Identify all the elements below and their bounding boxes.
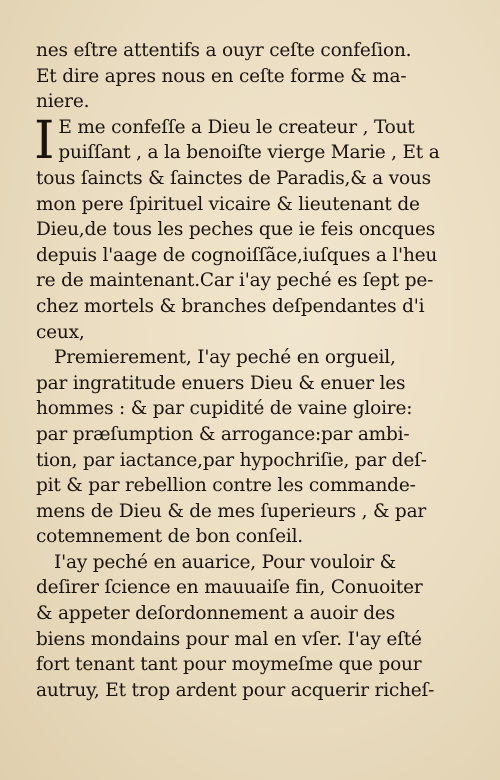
text-line: niere. (36, 91, 90, 113)
text-line: cotemnement de bon conſeil. (36, 526, 303, 548)
text-line: Dieu,de tous les peches que ie feis oncques (36, 219, 436, 241)
text-line: nes eſtre attentifs a ouyr ceſte confeſion. (36, 40, 412, 61)
text-line: E me confeſſe a Dieu le createur , Tout (58, 116, 415, 138)
text-line: mon pere ſpirituel vicaire & lieutenant de (36, 193, 420, 215)
text-line: Et dire apres nous en ceſte forme & ma- (36, 65, 407, 87)
text-line: hommes : & par cupidité de vaine gloire: (36, 398, 413, 420)
text-line: & appeter deſordonnement a auoir des (36, 603, 395, 625)
text-line: re de maintenant.Car i'ay peché es ſept pe- (36, 270, 434, 292)
text-line: mens de Dieu & de mes ſuperieurs , & par (36, 500, 427, 522)
auarice-paragraph (36, 550, 460, 704)
text-line: chez mortels & branches deſpendantes d'i (36, 295, 425, 317)
text-line: Premierement, I'ay peché en orgueil, (54, 347, 396, 369)
text-line: depuis l'aage de cognoiſſãce,iuſques a l'heu (36, 244, 438, 266)
text-line: I'ay peché en auarice, Pour vouloir & (54, 551, 396, 573)
text-line: pit & par rebellion contre les commande- (36, 475, 416, 497)
text-line: biens mondains pour mal en vſer. I'ay eſté (36, 628, 422, 650)
orgueil-paragraph (36, 345, 460, 550)
text-line: tous ſaincts & ſainctes de Paradis,& a vous (36, 167, 431, 189)
text-line: ceux, (36, 321, 85, 343)
text-line: deſirer ſcience en mauuaiſe fin, Conuoiter (36, 577, 423, 599)
intro-paragraph (36, 38, 460, 115)
text-line: par præſumption & arrogance:par ambi- (36, 423, 410, 445)
text-line: tion, par iactance,par hypochriſie, par deſ- (36, 449, 427, 471)
text-line: fort tenant tant pour moymeſme que pour (36, 654, 422, 676)
page-text (36, 38, 460, 703)
text-line: puiſſant , a la benoiſte vierge Marie , Et a (58, 142, 440, 164)
text-line: autruy, Et trop ardent pour acquerir richeſ- (36, 679, 435, 701)
drop-capital: I (34, 110, 55, 171)
confession-paragraph (34, 110, 460, 345)
text-line: par ingratitude enuers Dieu & enuer les (36, 372, 406, 394)
